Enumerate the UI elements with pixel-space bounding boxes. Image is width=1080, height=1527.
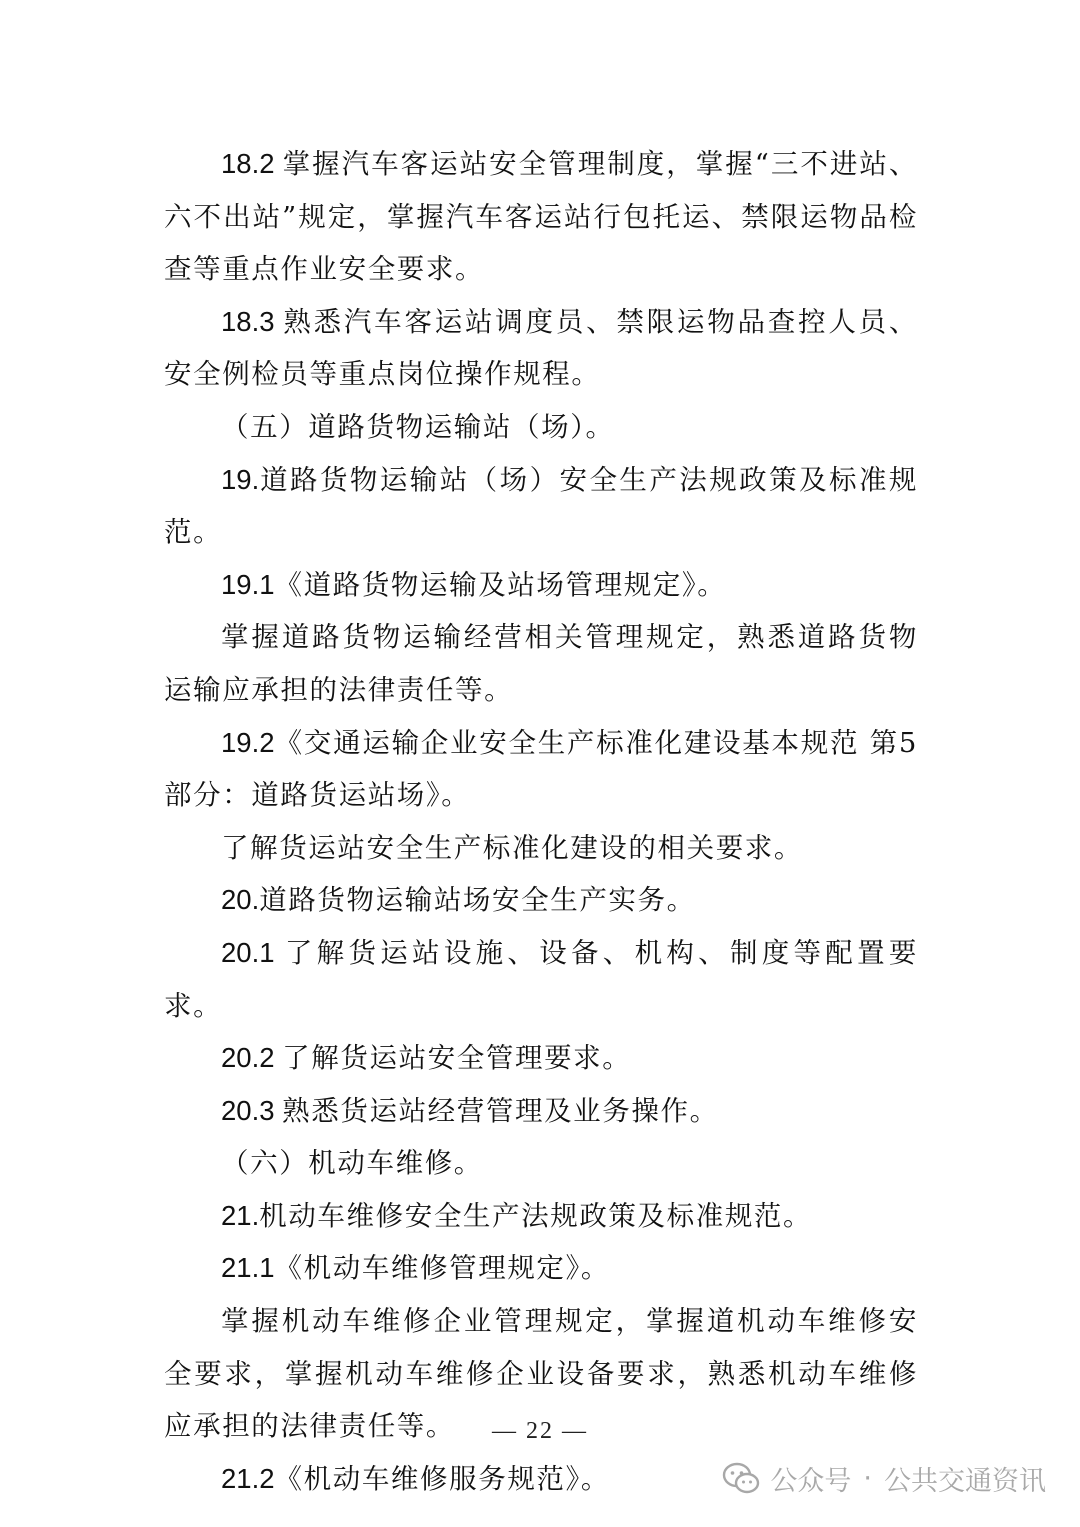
paragraph-21 — [164, 1190, 918, 1243]
paragraph-text: 掌握汽车客运站安全管理制度，掌握“三不进站、六不出站”规定，掌握汽车客运站行包托运、禁限运物品检查等重点作业安全要求。 — [164, 148, 918, 286]
item-number: 19.1 — [221, 568, 275, 600]
watermark-label: 公众号 — [770, 1465, 852, 1497]
paragraph-19-2 — [164, 717, 918, 822]
paragraph-19-1-detail — [164, 611, 918, 716]
paragraph-18-3 — [164, 296, 918, 401]
paragraph-21-1 — [164, 1242, 918, 1295]
page-number: — 22 — — [492, 1418, 588, 1444]
paragraph-19 — [164, 454, 918, 559]
paragraph-19-2-detail — [164, 822, 918, 875]
paragraph-text: 掌握机动车维修企业管理规定，掌握道机动车维修安全要求，掌握机动车维修企业设备要求，熟悉机动车维修应承担的法律责任等。 — [164, 1305, 918, 1443]
section-heading-freight-station — [164, 401, 918, 454]
watermark-separator: · — [863, 1462, 872, 1494]
item-number: 20.1 — [221, 936, 285, 968]
item-number: 21.2 — [221, 1462, 275, 1494]
item-number: 18.3 — [221, 305, 284, 337]
watermark-account: 公共交通资讯 — [884, 1465, 1046, 1497]
item-number: 20.2 — [221, 1042, 283, 1074]
paragraph-20-1 — [164, 927, 918, 1032]
paragraph-text: 机动车维修安全生产法规政策及标准规范。 — [259, 1199, 813, 1232]
paragraph-text: 《机动车维修管理规定》。 — [274, 1252, 610, 1285]
item-number: 20. — [221, 884, 260, 916]
account-watermark — [722, 1456, 1046, 1500]
paragraph-19-1 — [164, 559, 918, 612]
item-number: 18.2 — [221, 148, 283, 179]
paragraph-text: 道路货物运输站（场）安全生产法规政策及标准规范。 — [164, 463, 918, 549]
paragraph-18-2 — [164, 138, 918, 296]
paragraph-20-2 — [164, 1032, 918, 1085]
item-number: 20.3 — [221, 1094, 283, 1126]
paragraph-text: 《交通运输企业安全生产标准化建设基本规范 第5部分：道路货运站场》。 — [164, 726, 918, 812]
paragraph-text: 了解货运站安全生产标准化建设的相关要求。 — [221, 831, 803, 864]
paragraph-text: 道路货物运输站场安全生产实务。 — [259, 884, 696, 917]
item-number: 21. — [221, 1199, 260, 1231]
paragraph-text: 了解货运站安全管理要求。 — [282, 1042, 632, 1075]
item-number: 19.2 — [221, 726, 275, 758]
paragraph-text: 了解货运站设施、设备、机构、制度等配置要求。 — [164, 936, 918, 1022]
wechat-icon — [722, 1461, 760, 1495]
heading-text: （五）道路货物运输站（场）。 — [221, 410, 615, 443]
paragraph-text: 熟悉汽车客运站调度员、禁限运物品查控人员、安全例检员等重点岗位操作规程。 — [164, 305, 918, 391]
paragraph-text: 熟悉货运站经营管理及业务操作。 — [282, 1094, 719, 1127]
paragraph-text: 掌握道路货物运输经营相关管理规定，熟悉道路货物运输应承担的法律责任等。 — [164, 621, 918, 706]
paragraph-text: 《机动车维修服务规范》。 — [274, 1462, 610, 1495]
item-number: 21.1 — [221, 1252, 275, 1284]
item-number: 19. — [221, 463, 260, 495]
heading-text: （六）机动车维修。 — [221, 1147, 483, 1180]
document-body — [164, 138, 918, 1505]
paragraph-20 — [164, 874, 918, 927]
paragraph-20-3 — [164, 1085, 918, 1138]
paragraph-text: 《道路货物运输及站场管理规定》。 — [274, 568, 727, 601]
section-heading-vehicle-repair — [164, 1137, 918, 1190]
